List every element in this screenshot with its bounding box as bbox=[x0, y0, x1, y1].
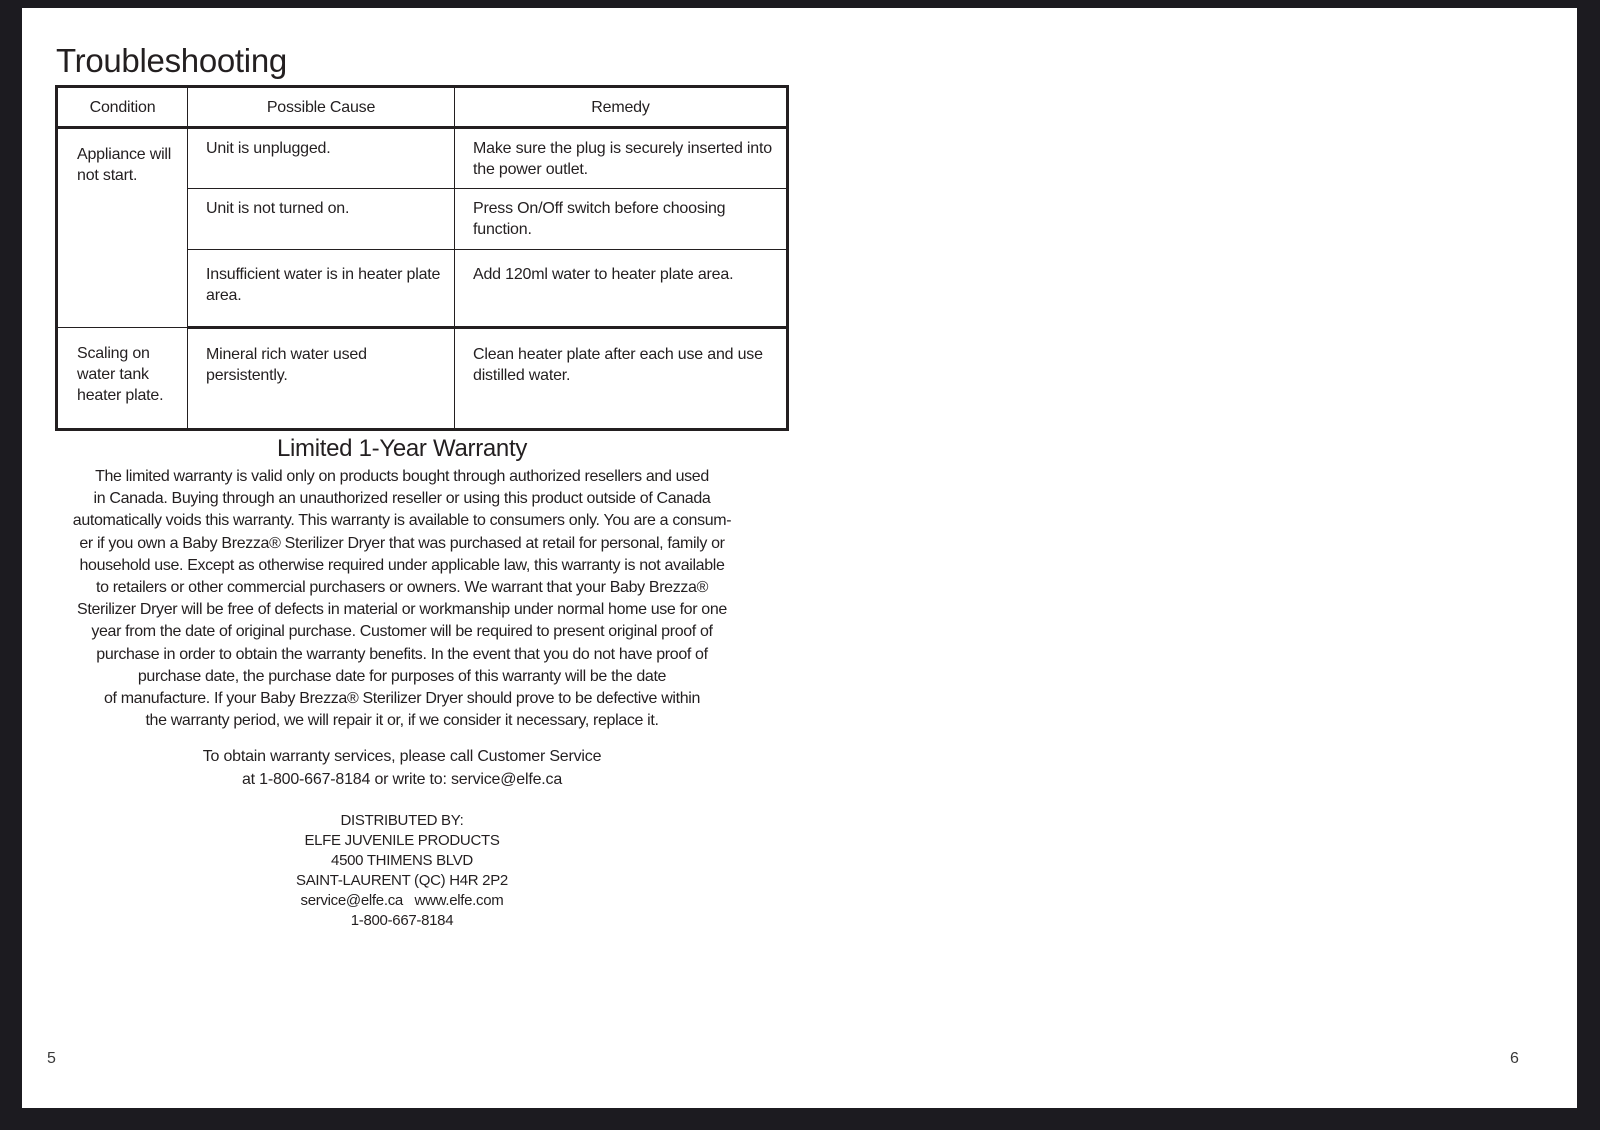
cause-cell: Mineral rich water used persistently. bbox=[188, 328, 455, 430]
warranty-title: Limited 1-Year Warranty bbox=[276, 435, 528, 462]
warranty-line: of manufacture. If your Baby Brezza® Sterilizer Dryer should prove to be defective within bbox=[103, 690, 701, 708]
warranty-line: the warranty period, we will repair it or, if we consider it necessary, replace it. bbox=[145, 712, 659, 730]
table-header-row bbox=[57, 87, 788, 128]
contact-line: To obtain warranty services, please call Customer Service bbox=[202, 748, 602, 765]
cause-cell: Unit is unplugged. bbox=[188, 128, 455, 189]
cause-cell: Unit is not turned on. bbox=[188, 189, 455, 250]
warranty-line: in Canada. Buying through an unauthorized reseller or using this product outside of Canada bbox=[93, 490, 711, 508]
warranty-line: automatically voids this warranty. This warranty is available to consumers only. You are a consum- bbox=[72, 512, 732, 530]
warranty-section bbox=[52, 434, 752, 732]
page-number-right: 6 bbox=[1510, 1050, 1519, 1067]
warranty-line: year from the date of original purchase. Customer will be required to present original proof of bbox=[91, 623, 713, 641]
distributor-web: service@elfe.ca www.elfe.com bbox=[300, 892, 504, 909]
warranty-line: er if you own a Baby Brezza® Sterilizer Dryer that was purchased at retail for personal, family or bbox=[79, 534, 725, 552]
condition-cell: Scaling on water tank heater plate. bbox=[57, 328, 188, 430]
warranty-line: The limited warranty is valid only on products bought through authorized resellers and used bbox=[95, 468, 709, 485]
warranty-line: purchase in order to obtain the warranty benefits. In the event that you do not have proof of bbox=[96, 645, 708, 663]
remedy-cell: Add 120ml water to heater plate area. bbox=[455, 250, 788, 328]
warranty-line: purchase date, the purchase date for purposes of this warranty will be the date bbox=[137, 667, 667, 685]
distributor-heading: DISTRIBUTED BY: bbox=[340, 812, 464, 829]
header-condition: Condition bbox=[57, 87, 188, 128]
warranty-line: to retailers or other commercial purchasers or owners. We warrant that your Baby Brezza® bbox=[95, 579, 709, 597]
warranty-contact bbox=[52, 746, 752, 791]
page-number-left: 5 bbox=[47, 1050, 56, 1067]
troubleshooting-title: Troubleshooting bbox=[56, 42, 287, 79]
table-row bbox=[57, 328, 788, 430]
distributor-name: ELFE JUVENILE PRODUCTS bbox=[304, 832, 500, 849]
contact-line: at 1-800-667-8184 or write to: service@elfe.ca bbox=[241, 770, 563, 788]
remedy-cell: Press On/Off switch before choosing function. bbox=[455, 189, 788, 250]
header-remedy: Remedy bbox=[455, 87, 788, 128]
condition-cell: Appliance will not start. bbox=[57, 128, 188, 328]
distributor-phone: 1-800-667-8184 bbox=[350, 912, 454, 929]
table-row bbox=[57, 128, 788, 189]
remedy-cell: Make sure the plug is securely inserted into the power outlet. bbox=[455, 128, 788, 189]
header-possible-cause: Possible Cause bbox=[188, 87, 455, 128]
remedy-cell: Clean heater plate after each use and use distilled water. bbox=[455, 328, 788, 430]
warranty-line: household use. Except as otherwise required under applicable law, this warranty is not available bbox=[79, 556, 725, 574]
warranty-line: Sterilizer Dryer will be free of defects in material or workmanship under normal home use for one bbox=[77, 601, 727, 619]
manual-spread bbox=[22, 8, 1577, 1108]
distributor-city: SAINT-LAURENT (QC) H4R 2P2 bbox=[296, 872, 508, 889]
distributor-block bbox=[52, 811, 752, 931]
troubleshooting-table bbox=[55, 85, 789, 431]
distributor-street: 4500 THIMENS BLVD bbox=[331, 852, 473, 869]
warranty-text bbox=[52, 466, 752, 732]
cause-cell: Insufficient water is in heater plate area. bbox=[188, 250, 455, 328]
